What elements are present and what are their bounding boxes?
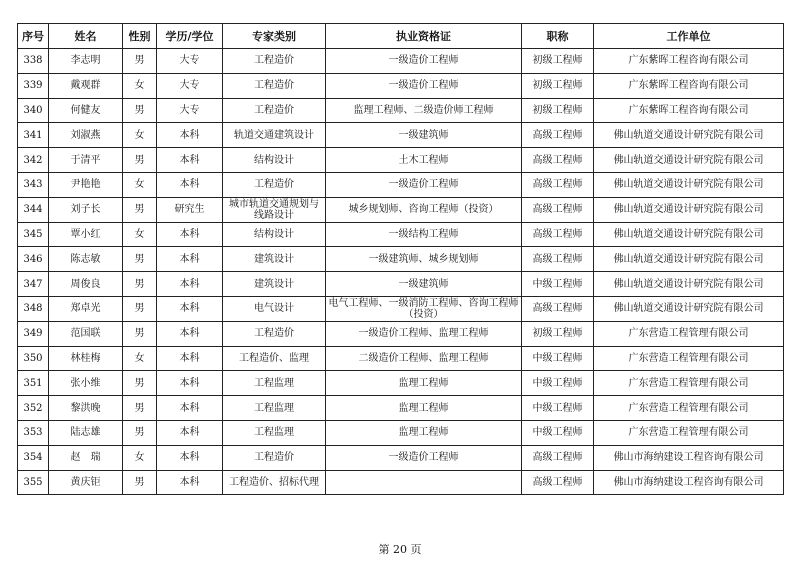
cell-serial: 349 [18,321,49,346]
cell-title: 高级工程师 [522,123,594,148]
cell-gender: 女 [123,73,157,98]
cell-employer: 广东营造工程管理有限公司 [594,321,784,346]
cell-title: 初级工程师 [522,73,594,98]
cell-gender: 男 [123,470,157,495]
header-qualification: 执业资格证 [326,24,522,49]
cell-expert-category: 工程造价、监理 [223,346,326,371]
cell-title: 初级工程师 [522,321,594,346]
table-row [18,148,784,173]
cell-expert-category: 工程监理 [223,371,326,396]
cell-gender: 男 [123,272,157,297]
cell-name: 陆志雄 [49,420,123,445]
cell-education: 本科 [157,420,223,445]
table-row [18,445,784,470]
cell-title: 高级工程师 [522,247,594,272]
page-number: 第 20 页 [378,543,422,556]
cell-expert-category: 工程造价 [223,321,326,346]
header-gender: 性别 [123,24,157,49]
header-employer: 工作单位 [594,24,784,49]
cell-expert-category: 建筑设计 [223,272,326,297]
cell-expert-category: 工程造价 [223,73,326,98]
cell-title: 中级工程师 [522,371,594,396]
cell-expert-category: 工程监理 [223,420,326,445]
cell-qualification: 监理工程师、二级造价师工程师 [326,98,522,123]
cell-qualification: 一级造价工程师 [326,445,522,470]
cell-employer: 佛山轨道交通设计研究院有限公司 [594,272,784,297]
cell-serial: 342 [18,148,49,173]
cell-employer: 广东营造工程管理有限公司 [594,420,784,445]
cell-name: 覃小红 [49,222,123,247]
cell-education: 本科 [157,123,223,148]
cell-title: 高级工程师 [522,222,594,247]
cell-employer: 佛山轨道交通设计研究院有限公司 [594,172,784,197]
cell-name: 郑卓光 [49,296,123,321]
cell-employer: 佛山轨道交通设计研究院有限公司 [594,222,784,247]
cell-qualification: 一级建筑师 [326,272,522,297]
cell-employer: 广东紫晖工程咨询有限公司 [594,73,784,98]
cell-name: 刘淑燕 [49,123,123,148]
cell-name: 陈志敏 [49,247,123,272]
cell-name: 周俊良 [49,272,123,297]
table-row [18,73,784,98]
cell-gender: 男 [123,148,157,173]
cell-expert-category: 工程造价 [223,172,326,197]
cell-education: 本科 [157,172,223,197]
cell-qualification [326,470,522,495]
cell-gender: 女 [123,445,157,470]
cell-employer: 广东紫晖工程咨询有限公司 [594,49,784,74]
cell-serial: 348 [18,296,49,321]
cell-employer: 佛山轨道交通设计研究院有限公司 [594,296,784,321]
cell-gender: 男 [123,420,157,445]
cell-serial: 340 [18,98,49,123]
cell-education: 大专 [157,73,223,98]
cell-title: 高级工程师 [522,296,594,321]
cell-serial: 355 [18,470,49,495]
cell-employer: 广东营造工程管理有限公司 [594,371,784,396]
cell-serial: 339 [18,73,49,98]
cell-title: 高级工程师 [522,445,594,470]
cell-gender: 女 [123,222,157,247]
cell-employer: 佛山轨道交通设计研究院有限公司 [594,197,784,222]
cell-name: 尹艳艳 [49,172,123,197]
cell-title: 中级工程师 [522,396,594,421]
header-serial: 序号 [18,24,49,49]
table-row [18,346,784,371]
cell-serial: 346 [18,247,49,272]
cell-expert-category: 电气设计 [223,296,326,321]
cell-gender: 男 [123,247,157,272]
cell-education: 本科 [157,296,223,321]
header-title: 职称 [522,24,594,49]
cell-qualification: 一级造价工程师 [326,172,522,197]
cell-qualification: 一级结构工程师 [326,222,522,247]
cell-title: 高级工程师 [522,172,594,197]
header-education: 学历/学位 [157,24,223,49]
table-row [18,247,784,272]
cell-education: 大专 [157,49,223,74]
cell-employer: 广东紫晖工程咨询有限公司 [594,98,784,123]
cell-education: 本科 [157,470,223,495]
cell-serial: 354 [18,445,49,470]
cell-education: 研究生 [157,197,223,222]
cell-expert-category: 工程造价 [223,49,326,74]
expert-roster-table [17,23,784,495]
table-row [18,420,784,445]
cell-employer: 佛山市海纳建设工程咨询有限公司 [594,470,784,495]
cell-employer: 佛山轨道交通设计研究院有限公司 [594,247,784,272]
cell-qualification: 土木工程师 [326,148,522,173]
cell-employer: 佛山轨道交通设计研究院有限公司 [594,148,784,173]
cell-title: 初级工程师 [522,98,594,123]
cell-serial: 353 [18,420,49,445]
cell-gender: 女 [123,172,157,197]
cell-serial: 341 [18,123,49,148]
cell-employer: 佛山市海纳建设工程咨询有限公司 [594,445,784,470]
cell-employer: 广东营造工程管理有限公司 [594,346,784,371]
cell-education: 本科 [157,371,223,396]
cell-name: 何健友 [49,98,123,123]
cell-qualification: 电气工程师、一级消防工程师、咨询工程师（投资） [326,296,522,321]
cell-serial: 350 [18,346,49,371]
cell-serial: 344 [18,197,49,222]
cell-serial: 338 [18,49,49,74]
header-expert-category: 专家类别 [223,24,326,49]
cell-qualification: 监理工程师 [326,371,522,396]
cell-education: 本科 [157,222,223,247]
table-row [18,296,784,321]
cell-serial: 352 [18,396,49,421]
cell-name: 戴观群 [49,73,123,98]
cell-qualification: 一级造价工程师 [326,49,522,74]
table-row [18,197,784,222]
cell-employer: 佛山轨道交通设计研究院有限公司 [594,123,784,148]
cell-qualification: 二级造价工程师、监理工程师 [326,346,522,371]
table-row [18,49,784,74]
cell-qualification: 监理工程师 [326,420,522,445]
cell-qualification: 一级造价工程师 [326,73,522,98]
cell-gender: 女 [123,123,157,148]
cell-education: 本科 [157,272,223,297]
cell-expert-category: 建筑设计 [223,247,326,272]
cell-serial: 343 [18,172,49,197]
cell-gender: 男 [123,396,157,421]
cell-expert-category: 工程造价 [223,445,326,470]
cell-name: 赵 瑞 [49,445,123,470]
cell-name: 李志明 [49,49,123,74]
cell-education: 大专 [157,98,223,123]
cell-expert-category: 结构设计 [223,148,326,173]
table-row [18,222,784,247]
cell-education: 本科 [157,396,223,421]
cell-education: 本科 [157,445,223,470]
cell-title: 高级工程师 [522,470,594,495]
cell-qualification: 一级建筑师 [326,123,522,148]
cell-title: 高级工程师 [522,148,594,173]
cell-qualification: 城乡规划师、咨询工程师（投资） [326,197,522,222]
table-header [18,24,784,49]
cell-title: 中级工程师 [522,272,594,297]
cell-gender: 男 [123,49,157,74]
table-row [18,396,784,421]
cell-name: 张小维 [49,371,123,396]
table-row [18,321,784,346]
cell-name: 刘子长 [49,197,123,222]
header-row [18,24,784,49]
cell-gender: 男 [123,296,157,321]
cell-education: 本科 [157,321,223,346]
cell-title: 中级工程师 [522,420,594,445]
cell-title: 初级工程师 [522,49,594,74]
table-row [18,371,784,396]
cell-expert-category: 城市轨道交通规划与线路设计 [223,197,326,222]
cell-expert-category: 工程造价 [223,98,326,123]
header-name: 姓名 [49,24,123,49]
cell-education: 本科 [157,247,223,272]
table-row [18,123,784,148]
cell-education: 本科 [157,148,223,173]
cell-qualification: 一级建筑师、城乡规划师 [326,247,522,272]
cell-gender: 女 [123,346,157,371]
cell-name: 林桂梅 [49,346,123,371]
cell-expert-category: 结构设计 [223,222,326,247]
cell-title: 中级工程师 [522,346,594,371]
cell-expert-category: 轨道交通建筑设计 [223,123,326,148]
cell-serial: 347 [18,272,49,297]
cell-name: 黎洪晚 [49,396,123,421]
cell-serial: 345 [18,222,49,247]
cell-name: 范国联 [49,321,123,346]
table-row [18,172,784,197]
cell-gender: 男 [123,321,157,346]
table-row [18,470,784,495]
table-body [18,49,784,495]
cell-expert-category: 工程监理 [223,396,326,421]
cell-name: 于清平 [49,148,123,173]
cell-expert-category: 工程造价、招标代理 [223,470,326,495]
cell-name: 黄庆钜 [49,470,123,495]
cell-title: 高级工程师 [522,197,594,222]
table-row [18,272,784,297]
cell-education: 本科 [157,346,223,371]
cell-gender: 男 [123,371,157,396]
cell-gender: 男 [123,98,157,123]
table-row [18,98,784,123]
cell-serial: 351 [18,371,49,396]
cell-employer: 广东营造工程管理有限公司 [594,396,784,421]
cell-qualification: 监理工程师 [326,396,522,421]
cell-gender: 男 [123,197,157,222]
cell-qualification: 一级造价工程师、监理工程师 [326,321,522,346]
